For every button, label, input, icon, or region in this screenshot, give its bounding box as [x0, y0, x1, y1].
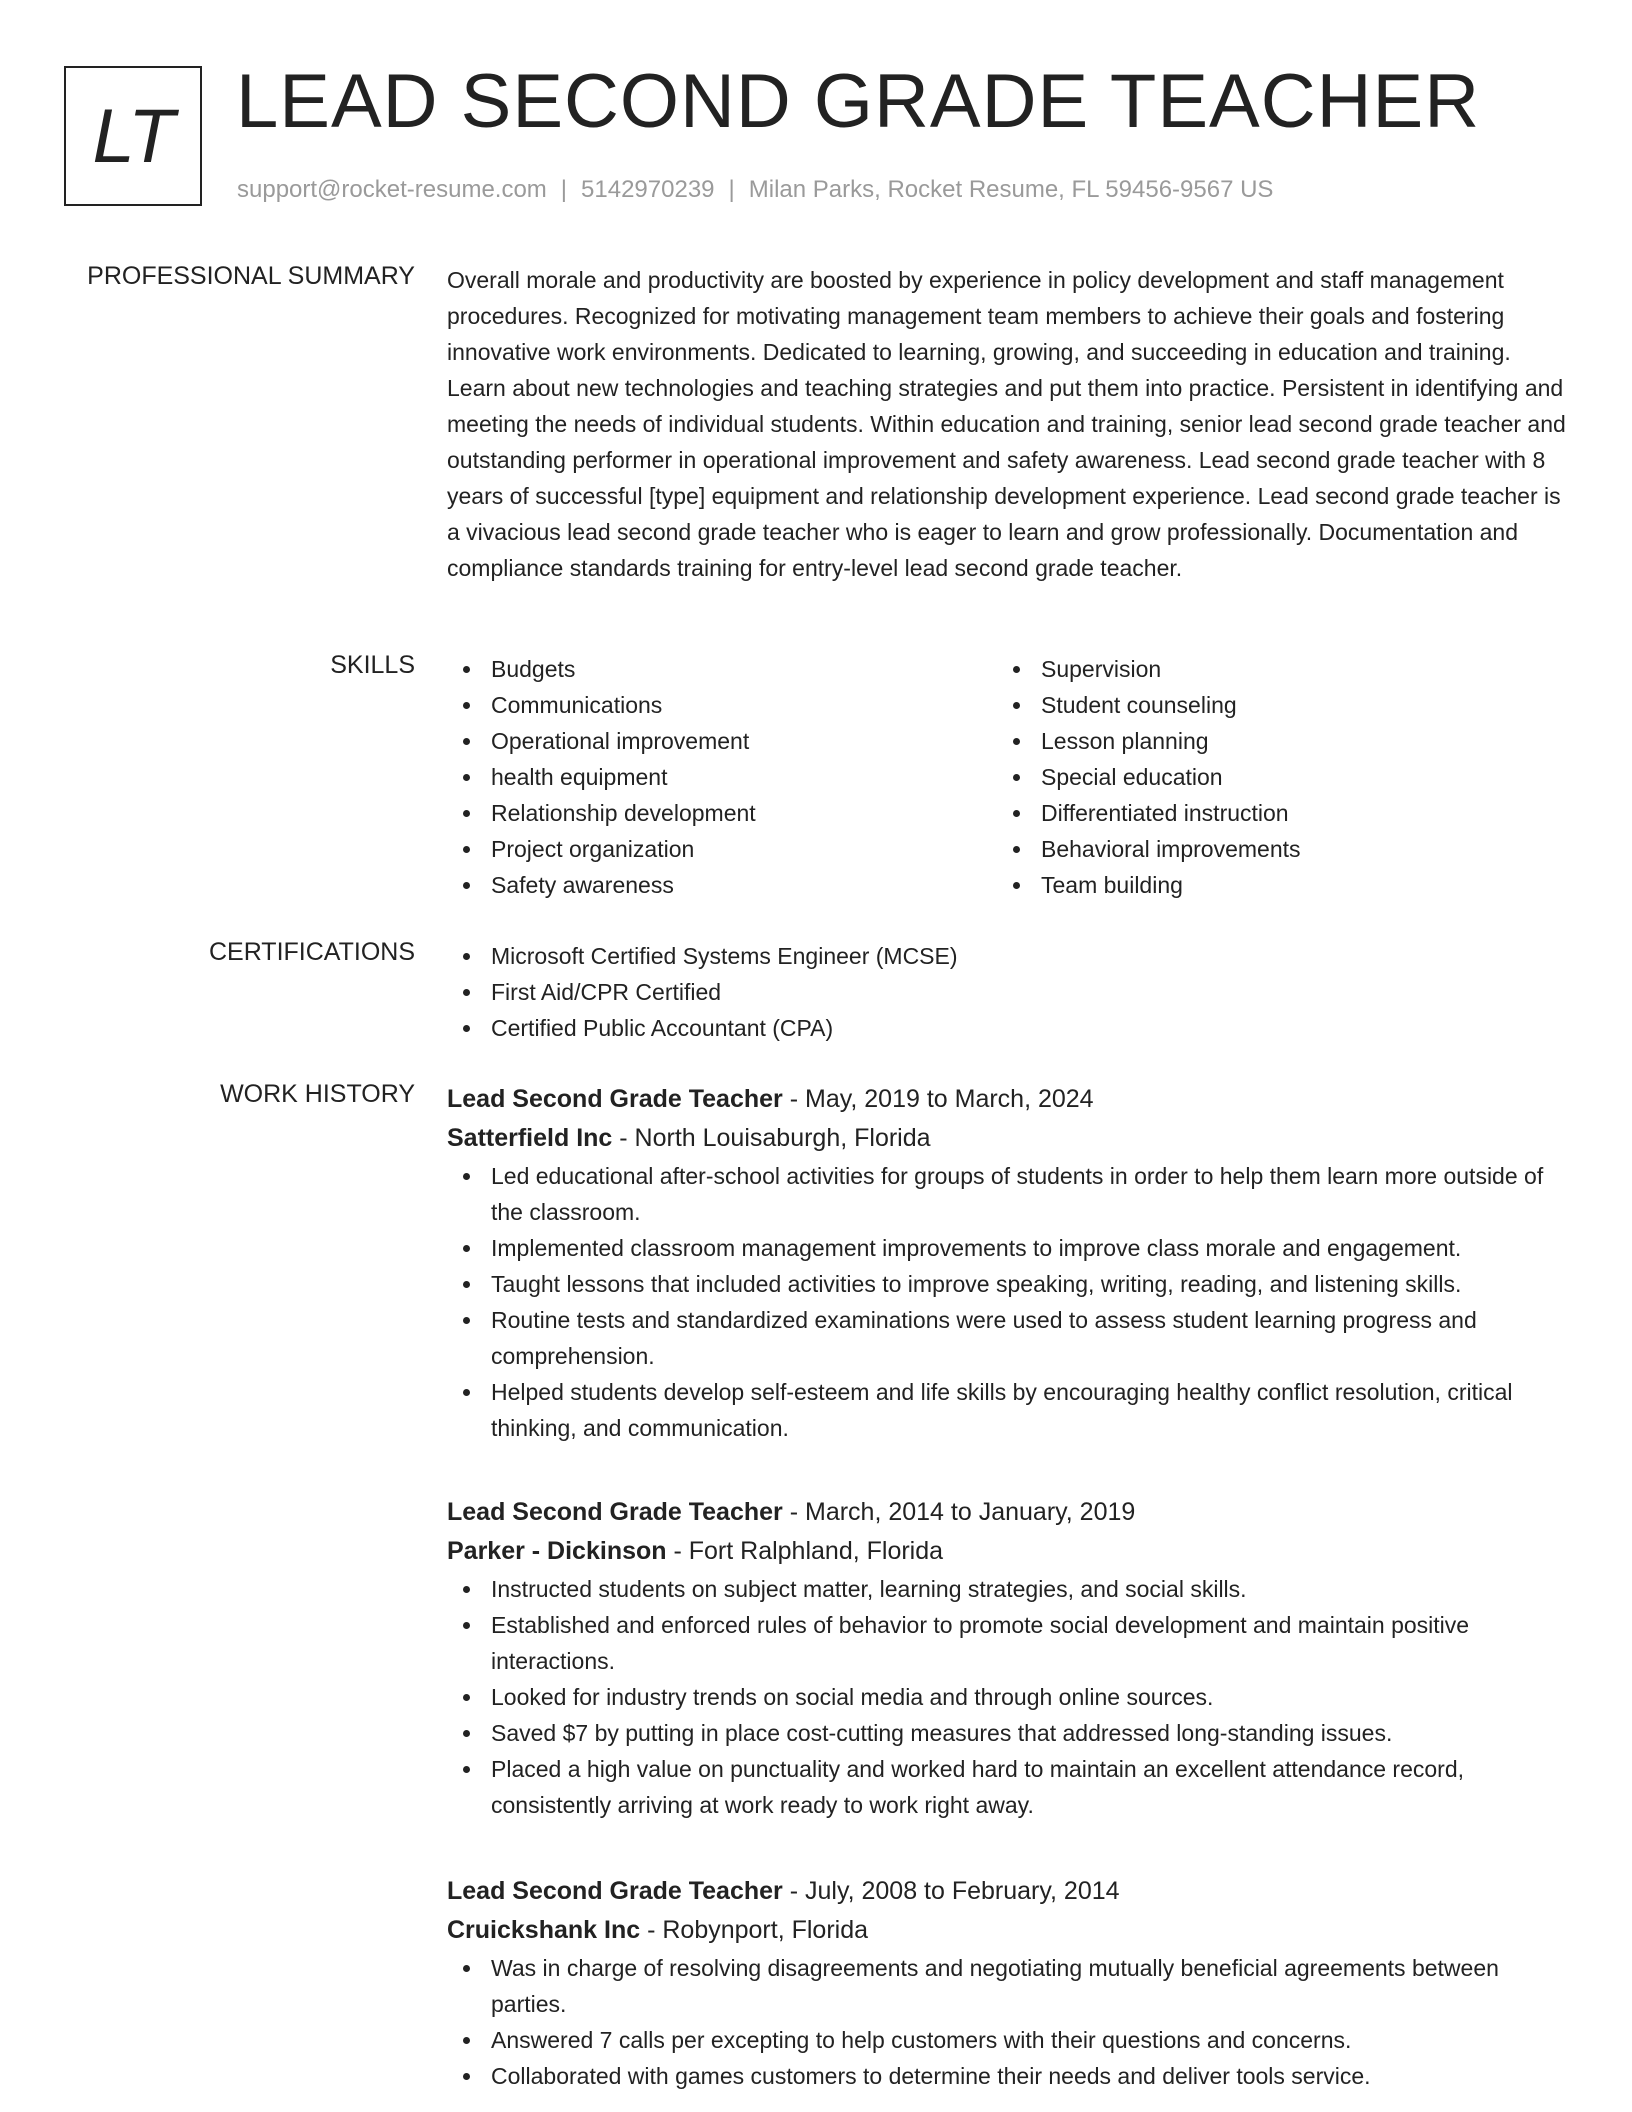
job-company-line	[447, 1911, 1572, 1950]
skill-item: Student counseling	[997, 687, 1547, 723]
contact-line	[237, 176, 1273, 204]
summary-heading: PROFESSIONAL SUMMARY	[87, 262, 415, 290]
job-location: - Robynport, Florida	[640, 1916, 869, 1944]
certifications-body	[447, 938, 1572, 1046]
job-role: Lead Second Grade Teacher	[447, 1877, 783, 1905]
job-bullet: Was in charge of resolving disagreements and negotiating mutually beneficial agreements between parties.	[447, 1950, 1572, 2022]
skill-item: Communications	[447, 687, 997, 723]
job-bullet: Looked for industry trends on social media and through online sources.	[447, 1679, 1572, 1715]
skill-item: Relationship development	[447, 795, 997, 831]
job-bullet: Led educational after-school activities for groups of students in order to help them learn more outside of the classroom.	[447, 1158, 1572, 1230]
job-bullet: Taught lessons that included activities to improve speaking, writing, reading, and listening skills.	[447, 1266, 1572, 1302]
job-bullet: Instructed students on subject matter, learning strategies, and social skills.	[447, 1571, 1572, 1607]
job-location: - North Louisaburgh, Florida	[612, 1124, 931, 1152]
job-company: Parker - Dickinson	[447, 1537, 667, 1565]
contact-phone[interactable]: 5142970239	[581, 176, 715, 203]
monogram-logo	[64, 66, 202, 206]
skill-item: Safety awareness	[447, 867, 997, 903]
certifications-list	[447, 938, 1572, 1046]
contact-separator: |	[728, 176, 735, 203]
job-bullet: Implemented classroom management improvements to improve class morale and engagement.	[447, 1230, 1572, 1266]
skill-item: Lesson planning	[997, 723, 1547, 759]
job-bullet: Saved $7 by putting in place cost-cutting measures that addressed long-standing issues.	[447, 1715, 1572, 1751]
certifications-heading: CERTIFICATIONS	[208, 938, 415, 966]
skills-list-left	[447, 651, 997, 903]
skill-item: Differentiated instruction	[997, 795, 1547, 831]
job-company-line	[447, 1532, 1572, 1571]
job-entry	[447, 1872, 1572, 2094]
contact-email[interactable]: support@rocket-resume.com	[237, 176, 547, 203]
job-bullet: Routine tests and standardized examinations were used to assess student learning progress and comprehension.	[447, 1302, 1572, 1374]
certification-item: Certified Public Accountant (CPA)	[447, 1010, 1572, 1046]
skill-item: Budgets	[447, 651, 997, 687]
certification-item: First Aid/CPR Certified	[447, 974, 1572, 1010]
contact-address: Milan Parks, Rocket Resume, FL 59456-9567 US	[748, 176, 1274, 203]
skills-body	[447, 651, 1572, 903]
monogram-initials: LT	[92, 93, 174, 179]
job-bullets	[447, 1950, 1572, 2094]
skill-item: health equipment	[447, 759, 997, 795]
skill-item: Team building	[997, 867, 1547, 903]
job-bullets	[447, 1571, 1572, 1823]
summary-body	[447, 262, 1572, 586]
job-entry	[447, 1080, 1572, 1446]
job-title-line	[447, 1872, 1572, 1911]
summary-text: Overall morale and productivity are boosted by experience in policy development and staff management procedures. Recognized for motivating management team members to achieve their goals and fostering innovative work environments. Dedicated to learning, growing, and succeeding in education and training. Learn about new technologies and teaching strategies and put them into practice. Persistent in identifying and meeting the needs of individual students. Within education and training, senior lead second grade teacher and outstanding performer in operational improvement and safety awareness. Lead second grade teacher with 8 years of successful [type] equipment and relationship development experience. Lead second grade teacher is a vivacious lead second grade teacher who is eager to learn and grow professionally. Documentation and compliance standards training for entry-level lead second grade teacher.	[447, 267, 1566, 581]
job-company: Satterfield Inc	[447, 1124, 613, 1152]
skills-grid	[447, 651, 1572, 903]
skill-item: Behavioral improvements	[997, 831, 1547, 867]
job-role: Lead Second Grade Teacher	[447, 1085, 783, 1113]
skill-item: Operational improvement	[447, 723, 997, 759]
job-bullet: Answered 7 calls per excepting to help customers with their questions and concerns.	[447, 2022, 1572, 2058]
skills-heading: SKILLS	[330, 651, 415, 679]
skills-list-right	[997, 651, 1547, 903]
skill-item: Special education	[997, 759, 1547, 795]
certification-item: Microsoft Certified Systems Engineer (MCSE)	[447, 938, 1572, 974]
job-dates: - July, 2008 to February, 2014	[782, 1877, 1120, 1905]
job-entry	[447, 1493, 1572, 1823]
job-role: Lead Second Grade Teacher	[447, 1498, 783, 1526]
job-bullet: Helped students develop self-esteem and life skills by encouraging healthy conflict resolution, critical thinking, and communication.	[447, 1374, 1572, 1446]
job-bullet: Collaborated with games customers to determine their needs and deliver tools service.	[447, 2058, 1572, 2094]
job-dates: - March, 2014 to January, 2019	[782, 1498, 1136, 1526]
job-company: Cruickshank Inc	[447, 1916, 641, 1944]
skill-item: Supervision	[997, 651, 1547, 687]
job-bullet: Placed a high value on punctuality and worked hard to maintain an excellent attendance record, consistently arriving at work ready to work right away.	[447, 1751, 1572, 1823]
job-title-line	[447, 1493, 1572, 1532]
job-title-line	[447, 1080, 1572, 1119]
job-location: - Fort Ralphland, Florida	[666, 1537, 944, 1565]
job-bullets	[447, 1158, 1572, 1446]
work-history-heading: WORK HISTORY	[220, 1080, 415, 1108]
page-title: LEAD SECOND GRADE TEACHER	[236, 59, 1481, 144]
job-bullet: Established and enforced rules of behavior to promote social development and maintain positive interactions.	[447, 1607, 1572, 1679]
job-company-line	[447, 1119, 1572, 1158]
job-dates: - May, 2019 to March, 2024	[782, 1085, 1094, 1113]
contact-separator: |	[560, 176, 568, 203]
skill-item: Project organization	[447, 831, 997, 867]
